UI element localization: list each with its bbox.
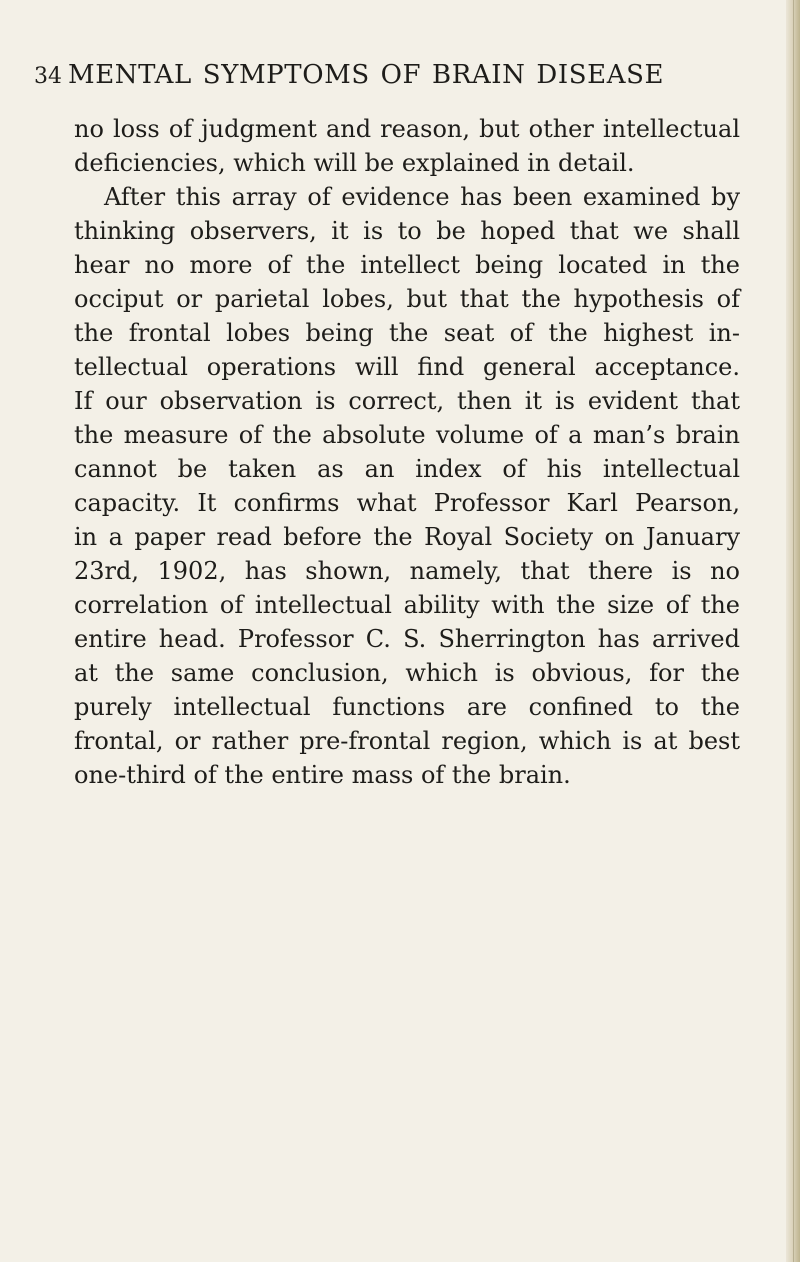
text-line: in a paper read before the Royal Society on January: [74, 523, 740, 551]
text-line: cannot be taken as an index of his intellectual: [74, 455, 740, 483]
page-edge-line: [793, 0, 794, 1262]
text-line: the measure of the absolute volume of a man’s brain: [74, 421, 740, 449]
text-line: entire head. Professor C. S. Sherrington has arrived: [74, 625, 740, 653]
text-line: occiput or parietal lobes, but that the hypothesis of: [74, 285, 740, 313]
text-line: hear no more of the intellect being located in the: [74, 251, 740, 279]
text-line: at the same conclusion, which is obvious, for the: [74, 659, 740, 687]
text-line: capacity. It confirms what Professor Karl Pearson,: [74, 489, 740, 517]
page-number: 34: [34, 64, 62, 89]
text-line: tellectual operations will find general acceptance.: [74, 353, 740, 381]
text-line: no loss of judgment and reason, but other intellectual: [74, 115, 740, 143]
text-line: 23rd, 1902, has shown, namely, that there is no: [74, 557, 740, 585]
text-line: correlation of intellectual ability with the size of the: [74, 591, 740, 619]
page-header: [34, 60, 734, 94]
text-line: frontal, or rather pre-frontal region, which is at best: [74, 727, 740, 755]
text-line: deficiencies, which will be explained in detail.: [74, 149, 635, 177]
text-line: thinking observers, it is to be hoped that we shall: [74, 217, 740, 245]
body-text: [74, 112, 740, 792]
text-line: purely intellectual functions are confined to the: [74, 693, 740, 721]
text-line: After this array of evidence has been examined by: [104, 183, 740, 211]
running-head: MENTAL SYMPTOMS OF BRAIN DISEASE: [68, 60, 665, 90]
text-line: one-third of the entire mass of the brain.: [74, 761, 571, 789]
text-line: the frontal lobes being the seat of the highest in-: [74, 319, 740, 347]
text-line: If our observation is correct, then it is evident that: [74, 387, 740, 415]
